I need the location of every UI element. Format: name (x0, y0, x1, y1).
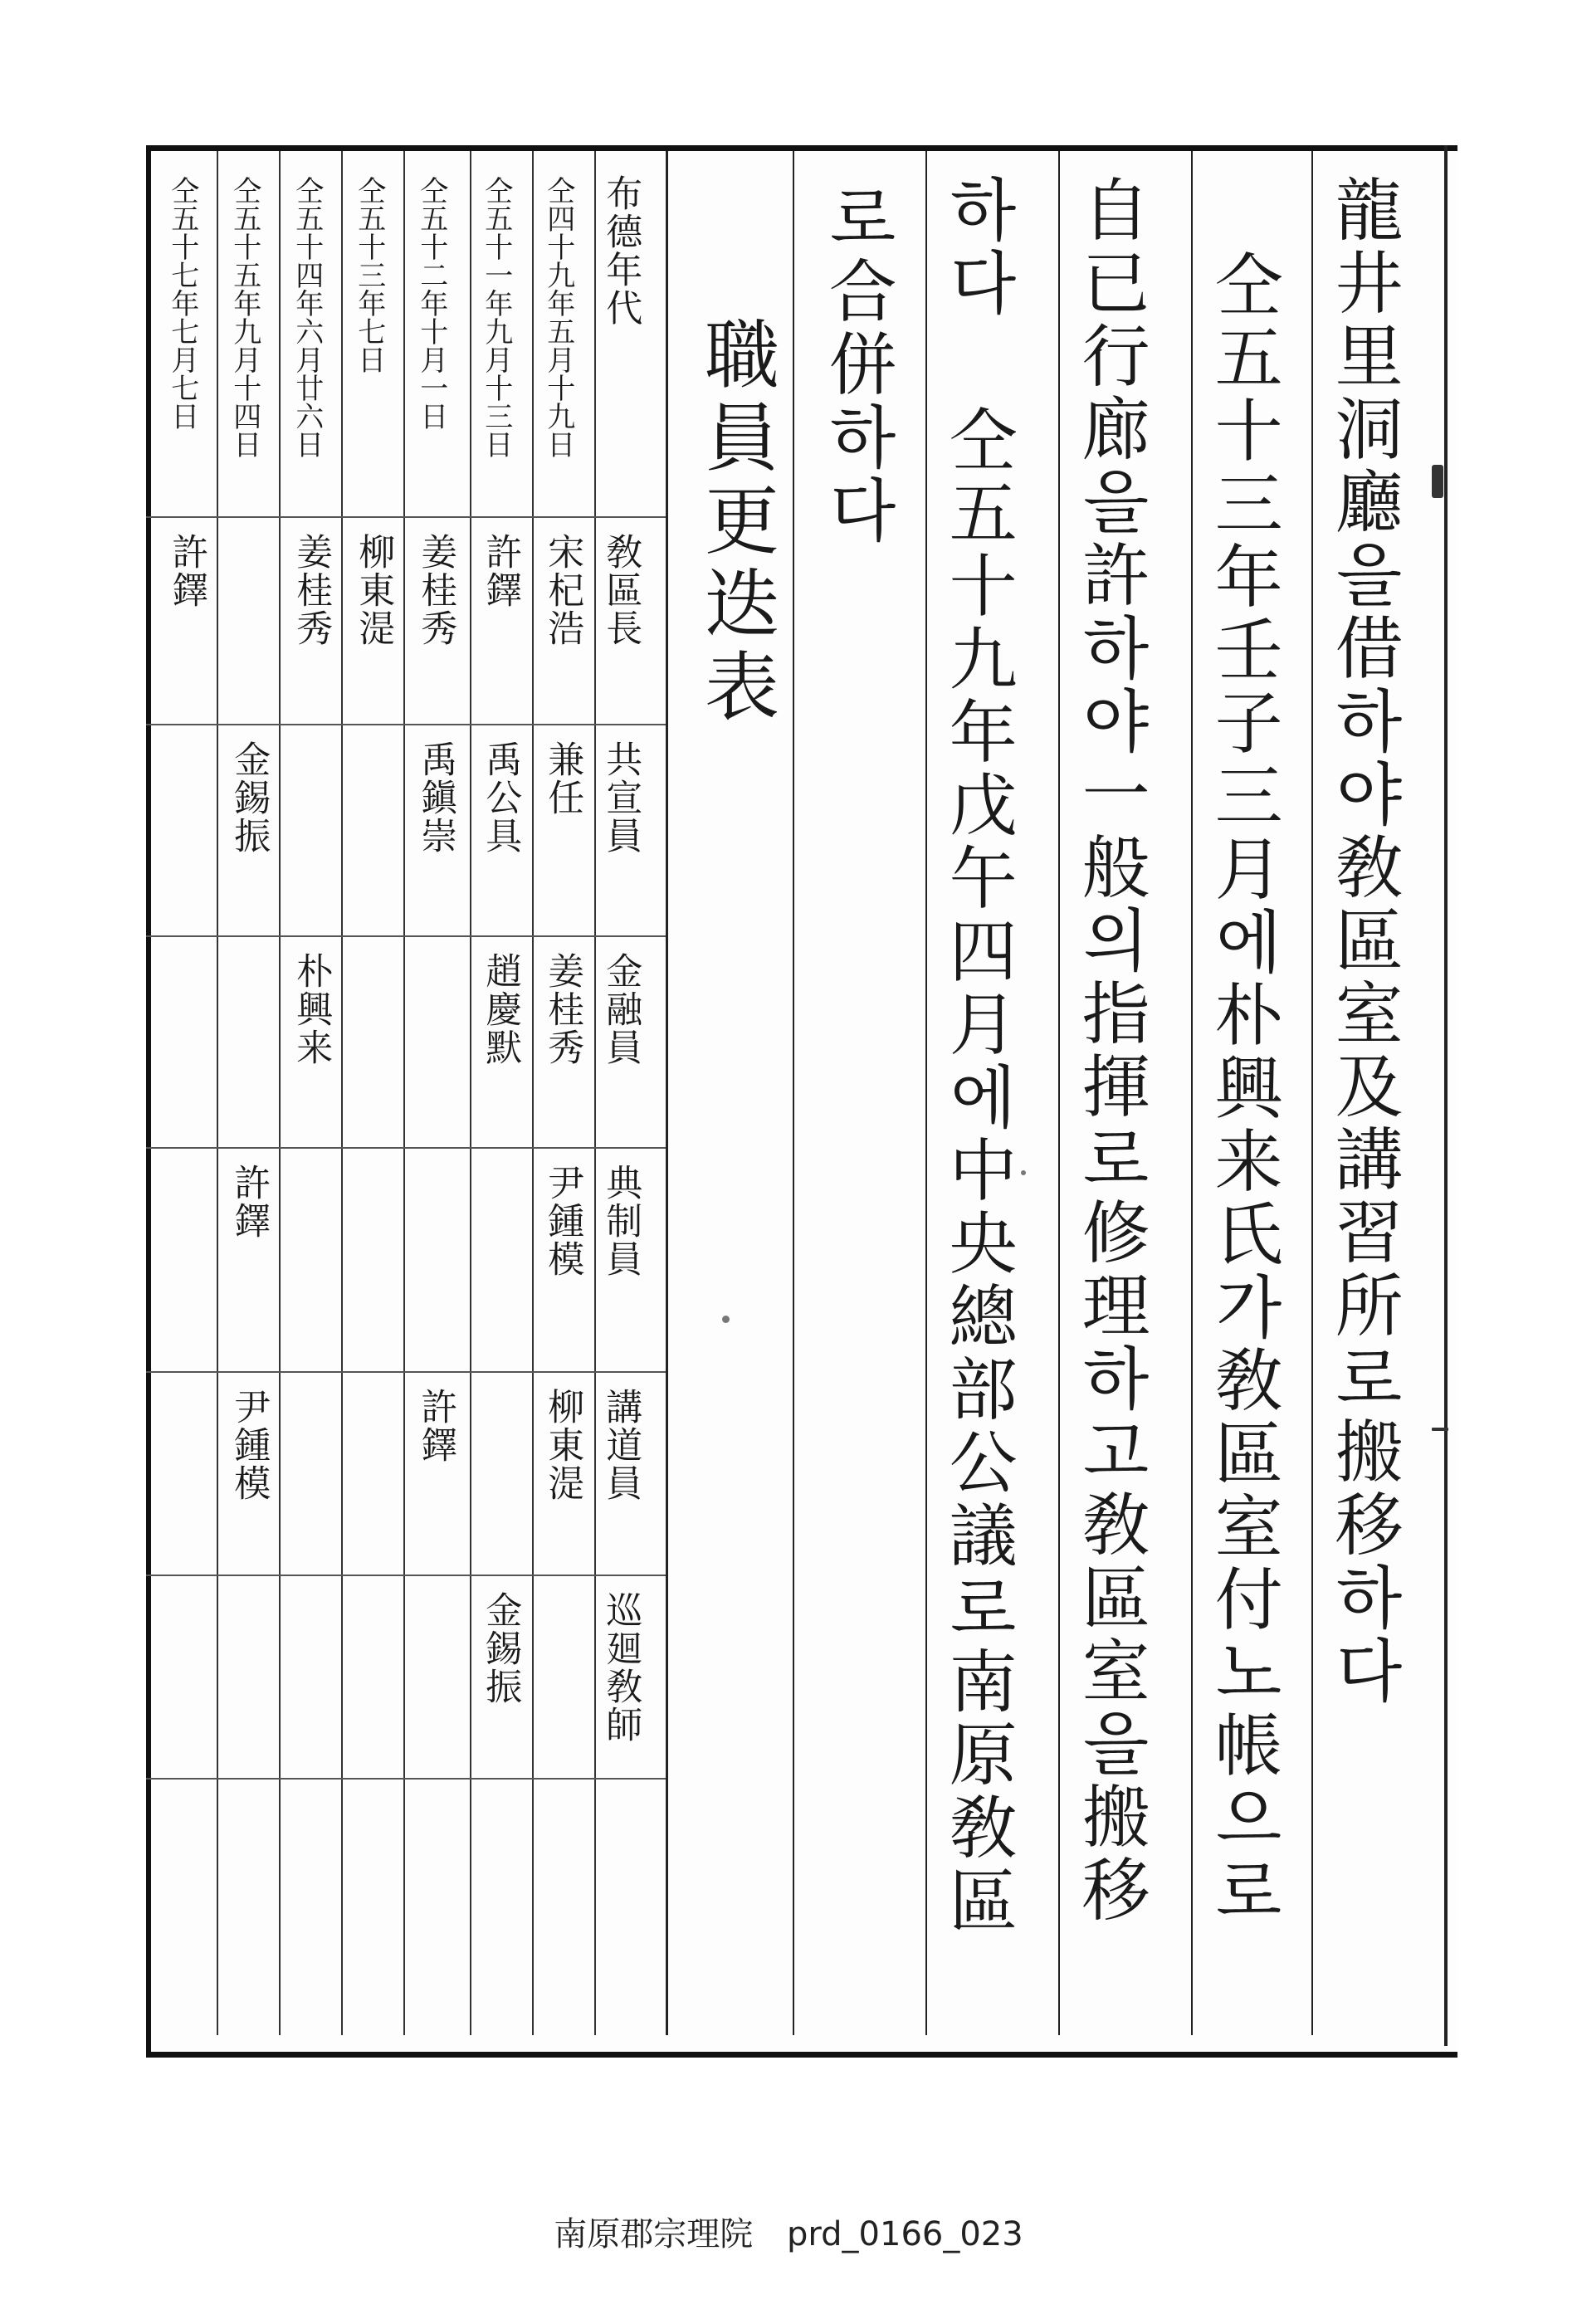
date-cell: 仝五十三年七日 (352, 176, 386, 374)
name-cell: 姜桂秀 (541, 952, 584, 1067)
scan-speck (1021, 1170, 1026, 1175)
date-cell: 仝五十七年七月七日 (165, 176, 199, 430)
text-column-2: 仝五十三年壬子三月에朴興来氏가敎區室付노帳으로 (1204, 249, 1283, 1929)
column-rule (793, 151, 794, 2035)
text-column-3: 自已行廊을許하야一般의指揮로修理하고敎區室을搬移 (1071, 174, 1150, 1927)
name-cell: 朴興来 (290, 952, 333, 1067)
role-label: 巡廻敎師 (599, 1591, 642, 1744)
footer-institution: 南原郡宗理院 (554, 2215, 754, 2253)
name-cell: 尹鍾模 (541, 1164, 584, 1278)
name-cell: 姜桂秀 (290, 533, 333, 647)
name-cell: 趙慶默 (479, 952, 522, 1067)
name-cell: 禹公具 (479, 740, 522, 855)
column-rule (1058, 151, 1060, 2035)
date-cell: 仝五十五年九月十四日 (227, 176, 261, 458)
role-label: 金融員 (599, 952, 642, 1067)
column-rule (1191, 151, 1193, 2035)
name-cell: 宋杞浩 (541, 533, 584, 647)
name-cell: 許鐸 (414, 1388, 457, 1464)
name-cell: 許鐸 (479, 533, 522, 609)
role-label: 敎區長 (599, 533, 642, 647)
date-cell: 仝五十一年九月十三日 (479, 176, 513, 458)
name-cell: 禹鎭崇 (414, 740, 457, 855)
text-column-1: 龍井里洞廳을借하야敎區室及講習所로搬移하다 (1324, 174, 1404, 1708)
name-cell: 許鐸 (227, 1164, 271, 1240)
column-rule (666, 151, 668, 2035)
name-cell: 金錫振 (479, 1591, 522, 1706)
name-cell: 柳東湜 (541, 1388, 584, 1502)
page-footer (0, 2208, 1577, 2255)
name-cell: 許鐸 (165, 533, 208, 609)
scan-speck (722, 1316, 730, 1323)
name-cell: 金錫振 (227, 740, 271, 855)
text-column-5: 로合併하다 (818, 183, 897, 548)
role-label: 共宣員 (599, 740, 642, 855)
date-cell: 仝五十二年十月一日 (414, 176, 448, 430)
text-column-4: 하다 仝五十九年戊午四月에中央總部公議로南原敎區 (938, 174, 1018, 1938)
table-title: 職員更迭表 (691, 315, 779, 730)
right-border-line (1444, 145, 1448, 2046)
role-label: 講道員 (599, 1388, 642, 1502)
scan-mark (1432, 1428, 1448, 1431)
date-cell: 仝四十九年五月十九日 (541, 176, 575, 458)
name-cell: 姜桂秀 (414, 533, 457, 647)
date-cell: 仝五十四年六月廿六日 (290, 176, 324, 458)
name-cell: 柳東湜 (352, 533, 395, 647)
column-rule (1311, 151, 1313, 2035)
header-dates: 布德年代 (599, 174, 642, 327)
column-rule (925, 151, 927, 2035)
role-label: 典制員 (599, 1164, 642, 1278)
footer-doc-id: prd_0166_023 (787, 2215, 1023, 2253)
name-cell: 兼任 (541, 740, 584, 817)
scan-mark (1432, 465, 1443, 498)
name-cell: 尹鍾模 (227, 1388, 271, 1502)
personnel-table (146, 151, 666, 2035)
